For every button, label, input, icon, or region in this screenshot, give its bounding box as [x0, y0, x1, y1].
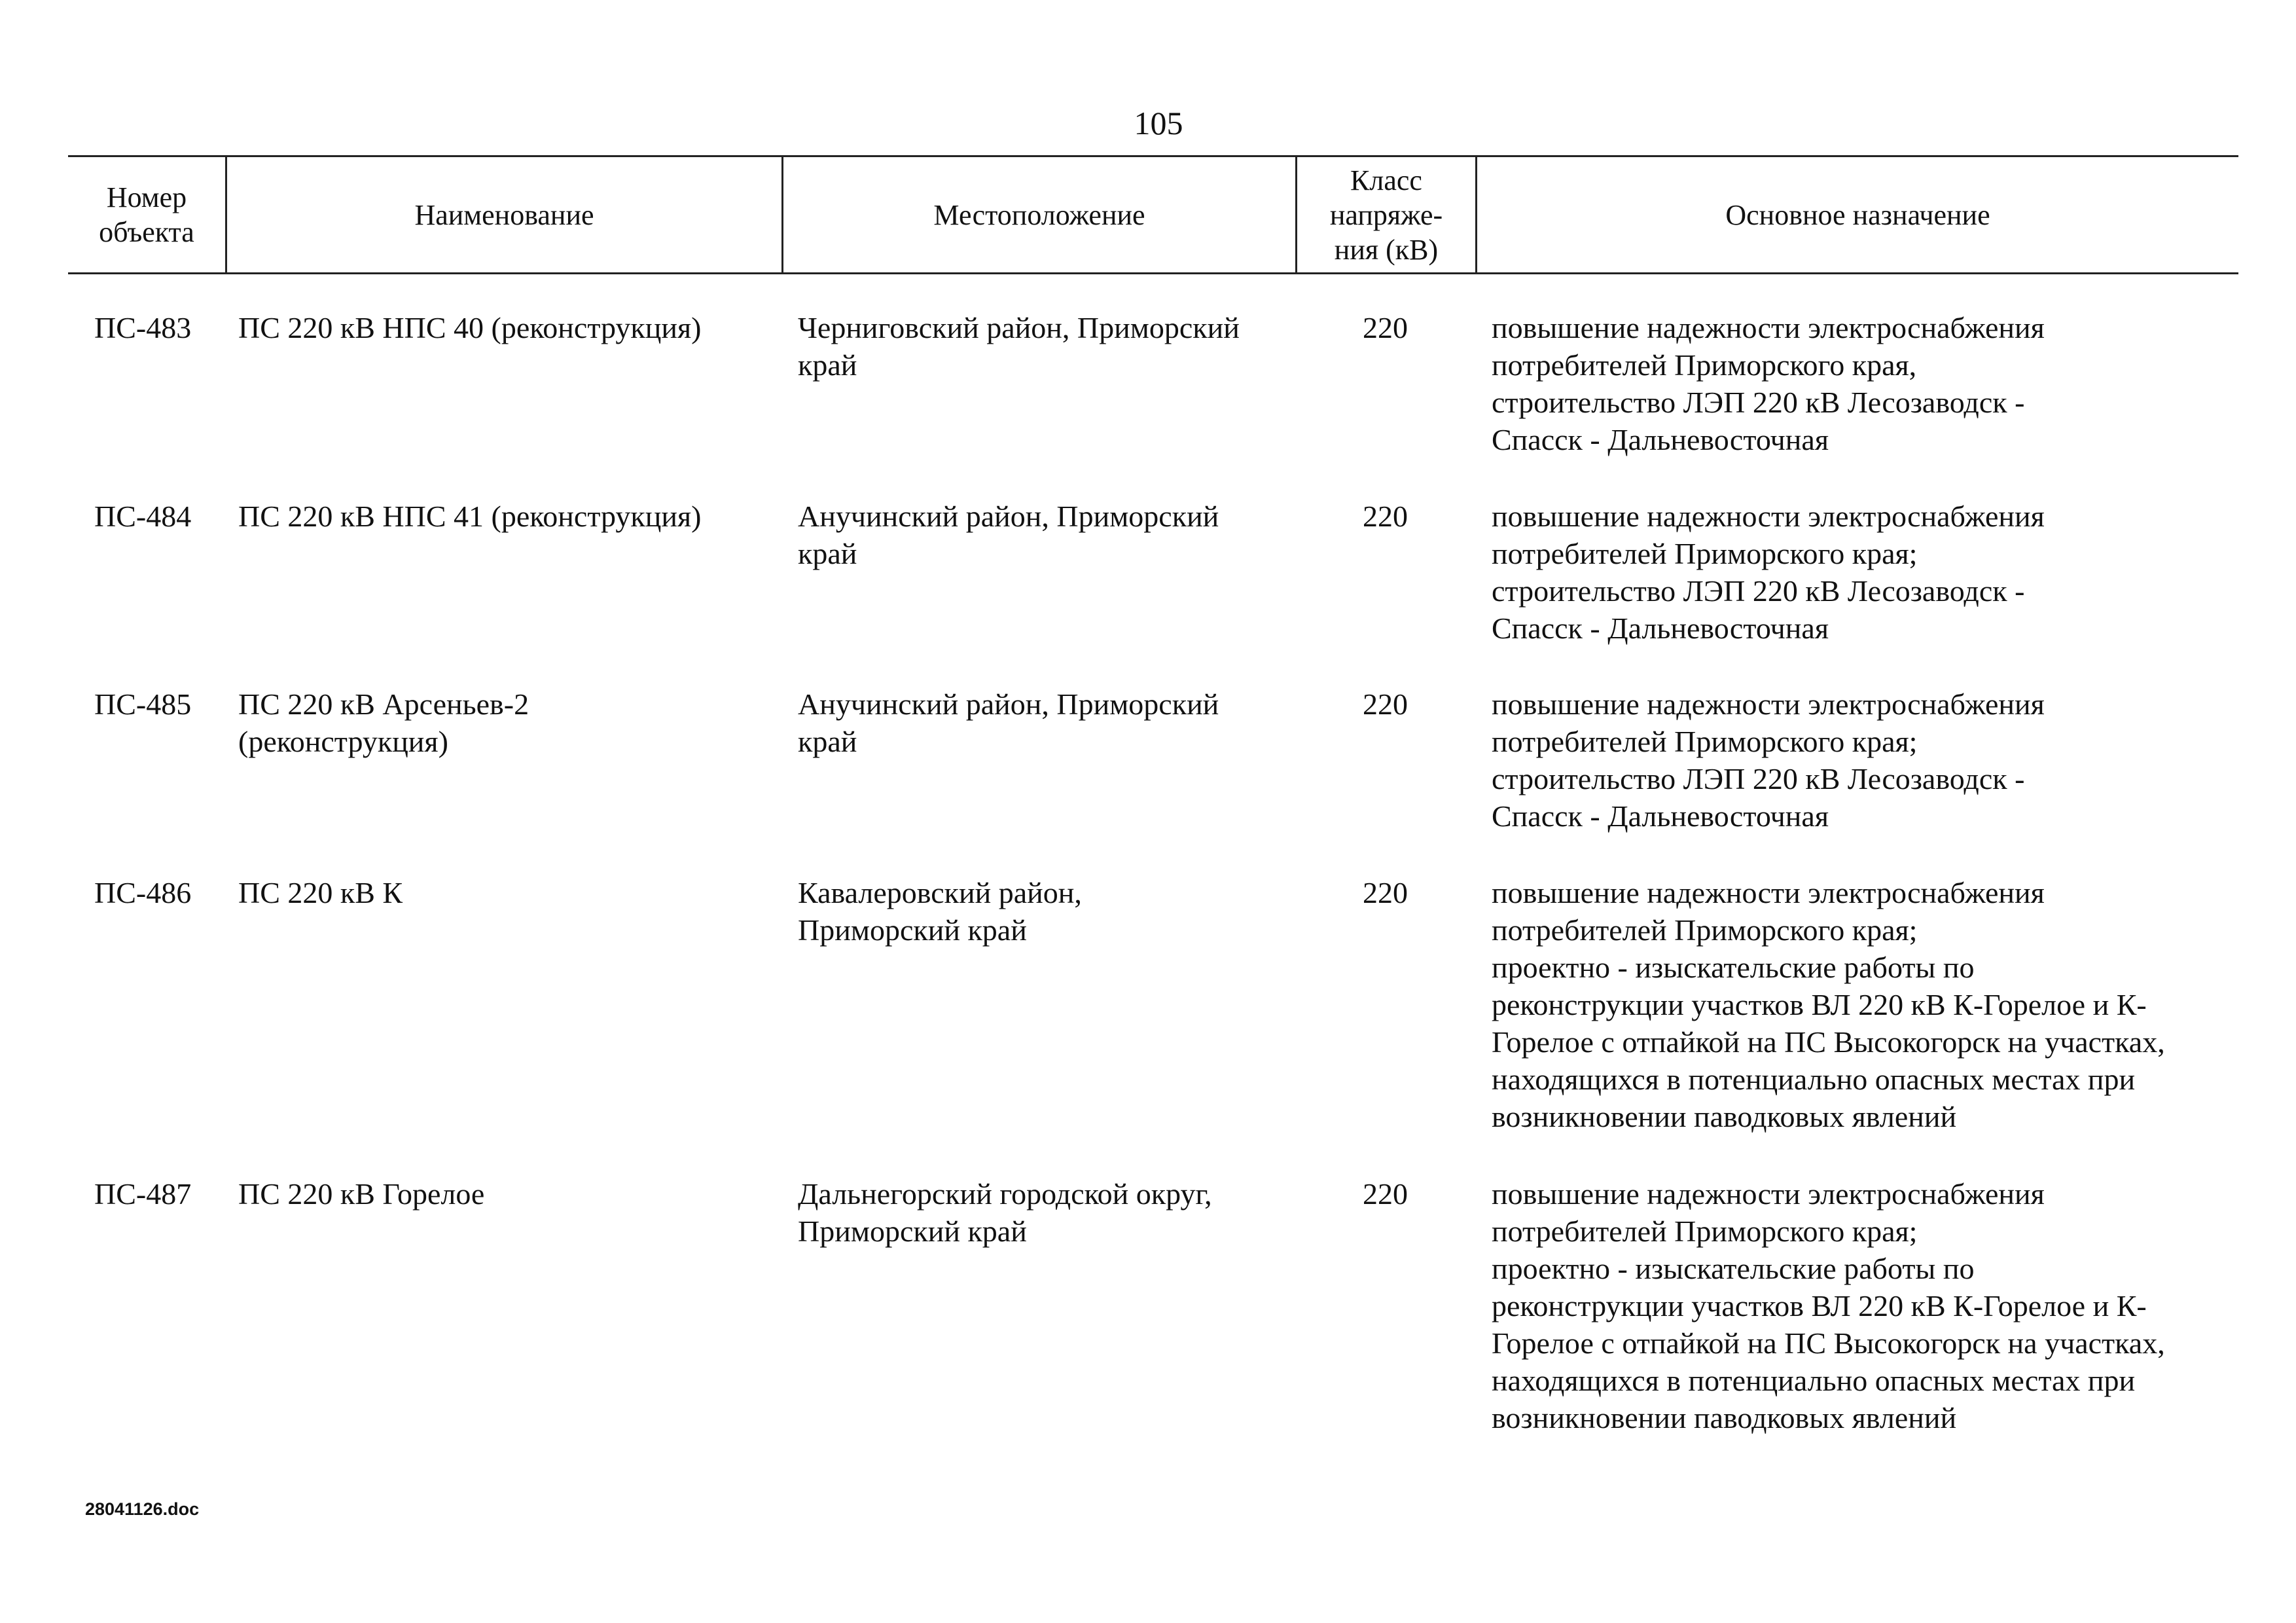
- cell-voltage: 220: [1363, 876, 1408, 909]
- cell-name: ПС 220 кВ Горелое: [238, 1177, 485, 1211]
- table-row: [68, 498, 2238, 647]
- page-number: 105: [1134, 105, 1183, 141]
- table-row: [68, 1175, 2238, 1436]
- cell-location: Черниговский район, Приморский край: [798, 311, 1240, 382]
- cell-purpose: повышение надежности электроснабжения потребителей Приморского края; проектно - изыскательские работы по реконструкции участков ВЛ 220 кВ К-Горелое и К- Горелое с отпайкой на ПС Высокогорск на участках, находящихся в потенциально опасных местах при возникновении паводковых явлений: [1492, 876, 2165, 1133]
- cell-location: Дальнегорский городской округ, Приморский край: [798, 1177, 1212, 1248]
- cell-number: ПС-483: [94, 311, 192, 344]
- header-number: Номер объекта: [99, 181, 194, 248]
- cell-name: ПС 220 кВ Арсеньев-2 (реконструкция): [238, 687, 529, 758]
- table-header: [68, 155, 2238, 274]
- cell-number: ПС-487: [94, 1177, 192, 1211]
- cell-name: ПС 220 кВ НПС 41 (реконструкция): [238, 500, 702, 533]
- footer-filename: 28041126.doc: [85, 1499, 200, 1519]
- cell-voltage: 220: [1363, 1177, 1408, 1211]
- table-row: [68, 685, 2238, 835]
- objects-table: [68, 155, 2238, 1434]
- cell-number: ПС-486: [94, 876, 192, 909]
- cell-location: Анучинский район, Приморский край: [798, 687, 1219, 758]
- cell-number: ПС-485: [94, 687, 192, 721]
- cell-location: Кавалеровский район, Приморский край: [798, 876, 1082, 947]
- cell-purpose: повышение надежности электроснабжения потребителей Приморского края; проектно - изыскательские работы по реконструкции участков ВЛ 220 кВ К-Горелое и К- Горелое с отпайкой на ПС Высокогорск на участках, находящихся в потенциально опасных местах при возникновении паводковых явлений: [1492, 1177, 2165, 1434]
- cell-purpose: повышение надежности электроснабжения потребителей Приморского края; строительство ЛЭП 220 кВ Лесозаводск - Спасск - Дальневосточная: [1492, 687, 2045, 833]
- cell-purpose: повышение надежности электроснабжения потребителей Приморского края, строительство ЛЭП 220 кВ Лесозаводск - Спасск - Дальневосточная: [1492, 311, 2045, 456]
- table-row: [68, 309, 2238, 458]
- cell-voltage: 220: [1363, 311, 1408, 344]
- header-voltage: Класс напряже- ния (кВ): [1295, 157, 1475, 272]
- cell-name: ПС 220 кВ К: [238, 876, 403, 909]
- cell-location: Анучинский район, Приморский край: [798, 500, 1219, 570]
- cell-voltage: 220: [1363, 687, 1408, 721]
- cell-number: ПС-484: [94, 500, 192, 533]
- cell-voltage: 220: [1363, 500, 1408, 533]
- header-name: Наименование: [225, 157, 781, 272]
- header-purpose: Основное назначение: [1475, 157, 2238, 272]
- table-row: [68, 874, 2238, 1135]
- cell-name: ПС 220 кВ НПС 40 (реконструкция): [238, 311, 702, 344]
- header-location: Местоположение: [781, 157, 1295, 272]
- cell-purpose: повышение надежности электроснабжения потребителей Приморского края; строительство ЛЭП 220 кВ Лесозаводск - Спасск - Дальневосточная: [1492, 500, 2045, 645]
